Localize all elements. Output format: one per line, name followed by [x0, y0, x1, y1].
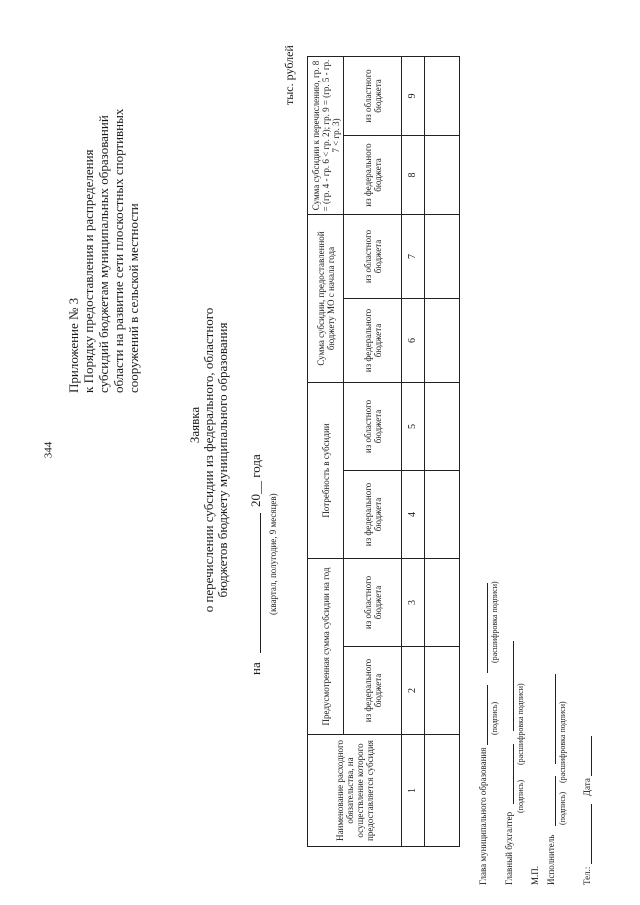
application-subtitle: [202, 245, 230, 675]
phone-line: [591, 804, 592, 864]
subheader-federal: из федерального бюджета: [344, 136, 402, 215]
subheader-regional: из областного бюджета: [344, 383, 402, 471]
units-label: тыс. рублей: [282, 45, 296, 105]
subheader-federal: из федерального бюджета: [344, 647, 402, 735]
data-cell: [425, 136, 460, 215]
column-number: 6: [402, 299, 425, 383]
hint-sign: (подпись): [558, 791, 567, 825]
subsidy-table: [307, 56, 460, 847]
signature-accountant-label: Главный бухгалтер: [504, 811, 514, 885]
period-prefix: на: [248, 662, 263, 675]
period-suffix: 20__ года: [248, 454, 263, 507]
data-cell: [425, 215, 460, 299]
header-provided: Сумма субсидии, предоставленной бюджету МО с начала года: [308, 215, 344, 383]
subheader-regional: из областного бюджета: [344, 559, 402, 647]
signature-head: [478, 583, 488, 885]
application-line: о перечислении субсидии из федерального, областного: [201, 307, 216, 613]
column-number: 2: [402, 647, 425, 735]
hint-sign: (подпись): [490, 701, 499, 735]
column-number: 7: [402, 215, 425, 299]
signature-decode-line: [513, 641, 514, 731]
signature-decode-line: [555, 674, 556, 764]
hint-decode: (расшифровка подписи): [558, 701, 567, 783]
header-annual-subsidy: Предусмотренная сумма субсидии на год: [308, 559, 344, 735]
column-number: 4: [402, 471, 425, 559]
data-cell: [425, 735, 460, 847]
header-to-transfer: Сумма субсидии к перечислению, гр. 8 = (гр. 4 - гр. 6 < гр. 2); гр. 9 = (гр. 5 - гр. 7 < гр. 3): [308, 56, 344, 214]
data-cell: [425, 383, 460, 471]
signature-executor: [546, 674, 556, 885]
period-hint: (квартал, полугодие, 9 месяцев): [268, 493, 278, 615]
period-blank: [260, 513, 261, 653]
phone-label: Тел.:: [582, 866, 592, 885]
subheader-regional: из областного бюджета: [344, 215, 402, 299]
appendix-block: [66, 53, 141, 393]
signature-line: [555, 776, 556, 826]
data-cell: [425, 647, 460, 735]
application-line: бюджетов бюджету муниципального образования: [215, 322, 230, 598]
column-number: 1: [402, 735, 425, 847]
application-title: Заявка: [187, 406, 202, 444]
header-need: Потребность в субсидии: [308, 383, 344, 559]
column-number: 9: [402, 56, 425, 135]
signature-executor-label: Исполнитель: [546, 834, 556, 885]
stamp-label: М.П.: [530, 865, 540, 885]
column-number: 5: [402, 383, 425, 471]
subheader-regional: из областного бюджета: [344, 56, 402, 135]
signature-decode-line: [487, 583, 488, 673]
date-label: Дата: [582, 778, 592, 797]
appendix-title: Приложение № 3: [66, 297, 81, 393]
page-number: 344: [42, 441, 55, 459]
data-cell: [425, 471, 460, 559]
subheader-federal: из федерального бюджета: [344, 471, 402, 559]
hint-decode: (расшифровка подписи): [490, 581, 499, 663]
appendix-line: области на развитие сети плоскостных спортивных: [111, 108, 126, 393]
header-obligation: Наименование расходного обязательства, на осуществление которого предоставляется субсидия: [308, 735, 402, 847]
signature-line: [487, 685, 488, 745]
appendix-line: сооружений в сельской местности: [126, 203, 141, 393]
appendix-line: к Порядку предоставления и распределения: [81, 149, 96, 393]
signature-accountant: [504, 641, 514, 885]
phone-date-row: [582, 736, 592, 885]
subheader-federal: из федерального бюджета: [344, 299, 402, 383]
appendix-line: субсидий бюджетам муниципальных образований: [96, 115, 111, 393]
hint-sign: (подпись): [516, 779, 525, 813]
signature-head-label: Глава муниципального образования: [478, 747, 488, 885]
column-number: 8: [402, 136, 425, 215]
column-number: 3: [402, 559, 425, 647]
date-line: [591, 736, 592, 776]
data-cell: [425, 56, 460, 135]
signature-line: [513, 744, 514, 804]
hint-decode: (расшифровка подписи): [516, 683, 525, 765]
data-cell: [425, 299, 460, 383]
data-cell: [425, 559, 460, 647]
